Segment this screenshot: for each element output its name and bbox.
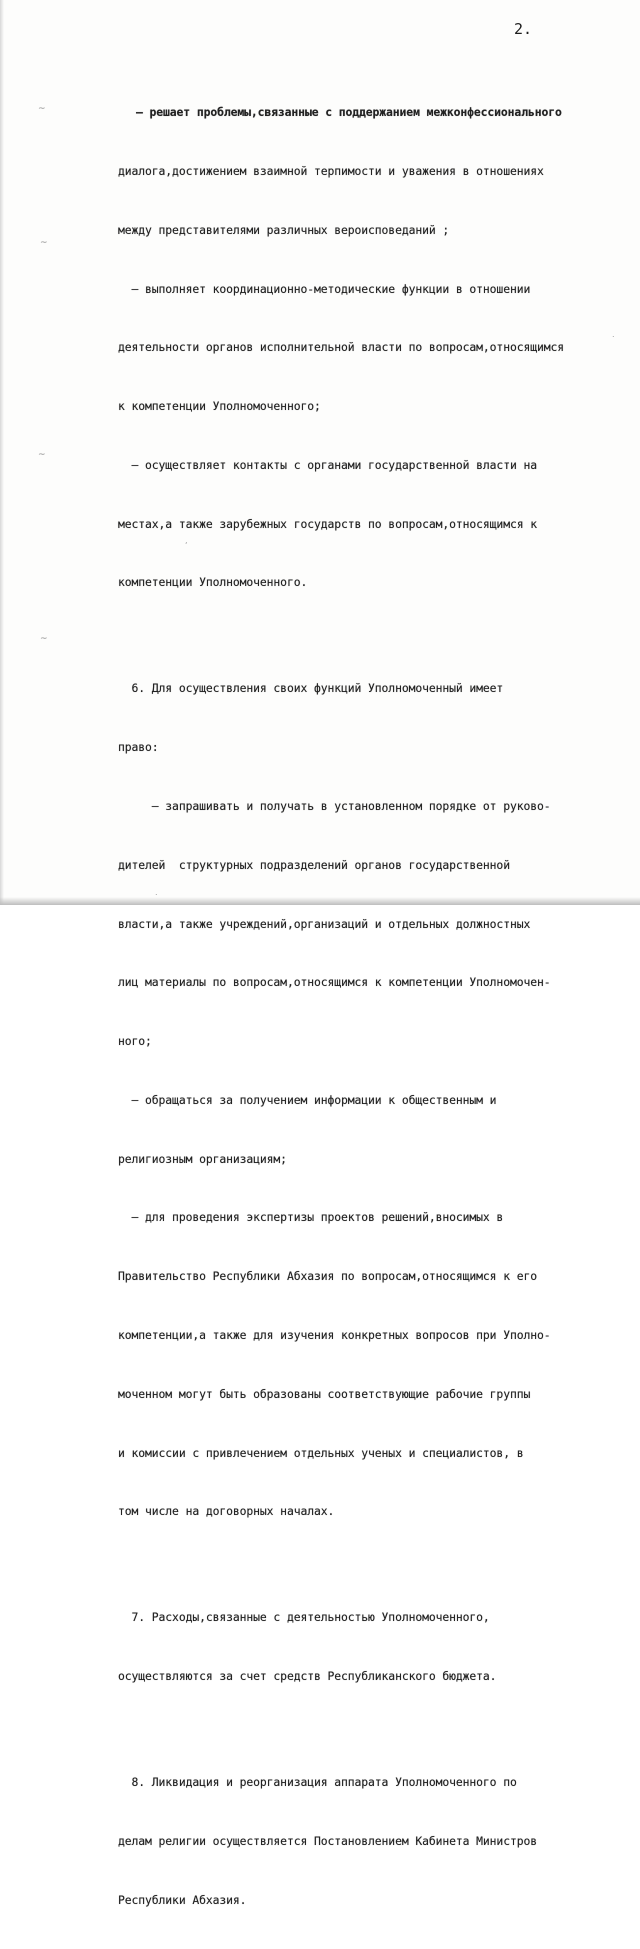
text-line: лиц материалы по вопросам,относящимся к компетенции Уполномочен- [118, 975, 551, 990]
text-line: – решает проблемы,связанные с поддержанием межконфессионального [136, 105, 562, 120]
text-line: – выполняет координационно-методические функции в отношении [118, 281, 531, 296]
binder-hole-mark: ~ [38, 104, 46, 114]
text-line: 6. Для осуществления своих функций Уполномоченный имеет [118, 681, 504, 696]
text-line: моченном могут быть образованы соответствующие рабочие группы [118, 1386, 531, 1401]
text-line: – обращаться за получением информации к общественным и [118, 1092, 497, 1107]
text-line: к компетенции Уполномоченного; [118, 399, 321, 414]
text-line: – запрашивать и получать в установленном порядке от руково- [118, 798, 551, 813]
text-line: осуществляются за счет средств Республиканского бюджета. [118, 1669, 497, 1684]
text-line: том числе на договорных началах. [118, 1504, 335, 1519]
document-body [118, 64, 638, 1949]
text-line: местах,а также зарубежных государств по вопросам,относящимся к [118, 516, 537, 531]
scan-speck: , [185, 536, 188, 545]
paragraph-gap [118, 1726, 638, 1734]
text-line: 8. Ликвидация и реорганизация аппарата Уполномоченного по [118, 1775, 517, 1790]
scan-speck: . [155, 888, 158, 897]
text-line: компетенции,а также для изучения конкретных вопросов при Уполно- [118, 1328, 551, 1342]
binder-hole-mark: ~ [38, 450, 46, 460]
paragraph-gap [118, 632, 638, 640]
page-number: 2. [514, 20, 533, 38]
text-line: дителей структурных подразделений органов государственной [118, 857, 510, 872]
text-line: ного; [118, 1034, 152, 1049]
binder-hole-mark: ~ [40, 634, 48, 644]
text-line: компетенции Уполномоченного. [118, 575, 308, 590]
binder-hole-mark: ~ [40, 238, 48, 248]
text-line: религиозным организациям; [118, 1151, 287, 1166]
text-line: делам религии осуществляется Постановлением Кабинета Министров [118, 1833, 537, 1848]
text-line: 7. Расходы,связанные с деятельностью Уполномоченного, [118, 1610, 490, 1625]
text-line: власти,а также учреждений,организаций и отдельных должностных [118, 916, 531, 931]
text-line: Республики Абхазия. [118, 1892, 247, 1907]
text-line: деятельности органов исполнительной власти по вопросам,относящимся [118, 340, 565, 355]
text-line: – осуществляет контакты с органами государственной власти на [118, 457, 537, 472]
text-line: Правительство Республики Абхазия по вопросам,относящимся к его [118, 1269, 537, 1284]
scan-speck: . [612, 330, 615, 339]
scan-left-edge [0, 0, 4, 905]
paragraph-gap [118, 1561, 638, 1569]
text-line: и комиссии с привлечением отдельных ученых и специалистов, в [118, 1445, 524, 1460]
text-line: – для проведения экспертизы проектов решений,вносимых в [118, 1210, 504, 1225]
text-line: между представителями различных вероисповеданий ; [118, 222, 450, 237]
text-line: диалога,достижением взаимной терпимости и уважения в отношениях [118, 163, 544, 178]
text-line: право: [118, 740, 159, 755]
